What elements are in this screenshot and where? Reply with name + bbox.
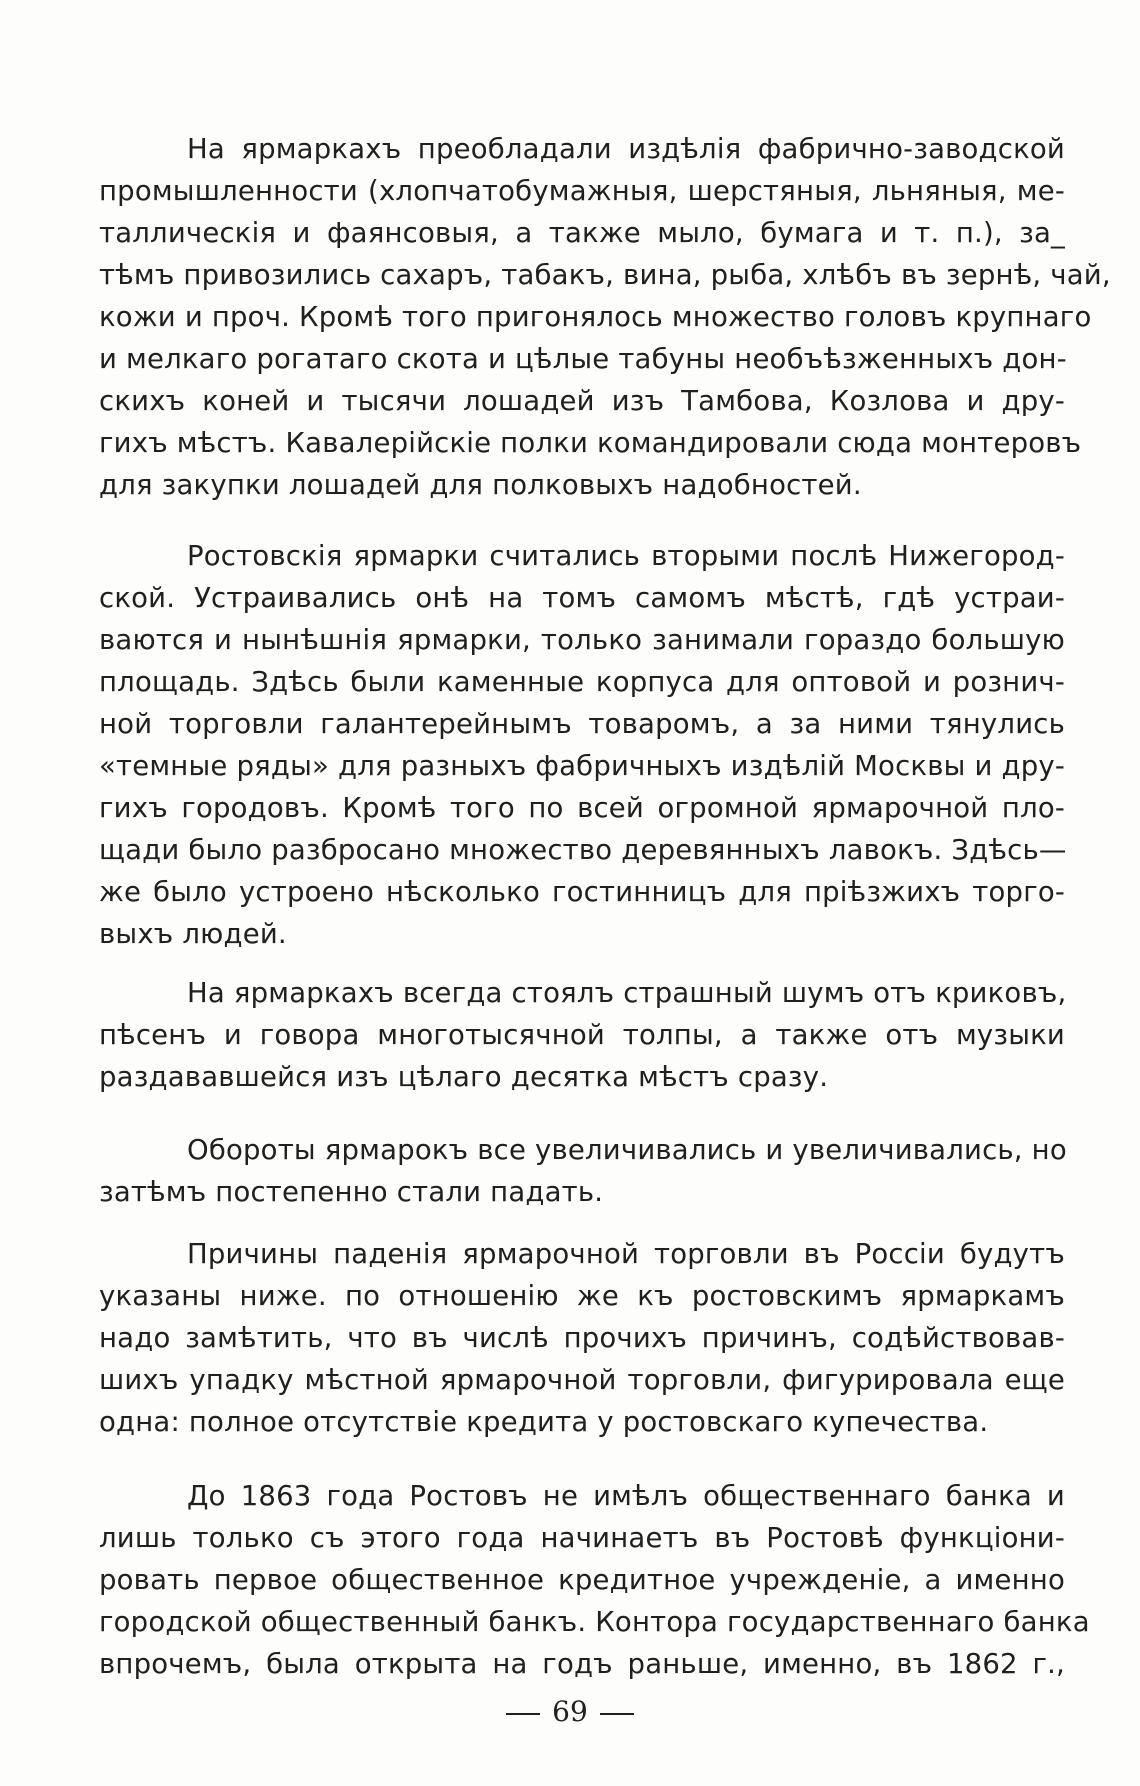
text-line: гихъ городовъ. Кромѣ того по всей огромной ярмарочной пло- (99, 792, 1065, 824)
text-line: скихъ коней и тысячи лошадей изъ Тамбова, Козлова и дру- (99, 385, 1065, 417)
paragraph-3 (99, 972, 1065, 1098)
paragraph-4 (99, 1129, 1065, 1213)
text-line: До 1863 года Ростовъ не имѣлъ общественнаго банка и (187, 1480, 1065, 1512)
text-line: раздававшейся изъ цѣлаго десятка мѣстъ сразу. (99, 1061, 829, 1093)
text-line: «темные ряды» для разныхъ фабричныхъ издѣлій Москвы и дру- (99, 750, 1065, 782)
text-line: площадь. Здѣсь были каменные корпуса для оптовой и рознич- (99, 666, 1065, 698)
paragraph-1 (99, 128, 1111, 506)
text-line: промышленности (хлопчатобумажныя, шерстяныя, льняныя, ме- (99, 175, 1065, 207)
text-line: затѣмъ постепенно стали падать. (99, 1176, 604, 1208)
paragraph-5 (99, 1233, 1065, 1443)
text-line: одна: полное отсутствіе кредита у ростовскаго купечества. (99, 1406, 989, 1438)
page-footer (0, 1695, 1140, 1728)
text-line: для закупки лошадей для полковыхъ надобностей. (99, 469, 862, 501)
page-number: 69 (552, 1695, 588, 1728)
text-line: ной торговли галантерейнымъ товаромъ, а за ними тянулись (99, 708, 1065, 740)
paragraph-2 (99, 535, 1065, 955)
dash-right (600, 1713, 634, 1715)
text-line: Обороты ярмарокъ все увеличивались и увеличивались, но (187, 1134, 1067, 1166)
text-line: таллическія и фаянсовыя, а также мыло, бумага и т. п.), за_ (99, 217, 1065, 249)
text-line: шихъ упадку мѣстной ярмарочной торговли, фигурировала еще (99, 1364, 1065, 1396)
text-line: надо замѣтить, что въ числѣ прочихъ причинъ, содѣйствовав- (99, 1322, 1065, 1354)
text-line: же было устроено нѣсколько гостинницъ для пріѣзжихъ торго- (99, 876, 1065, 908)
text-line: впрочемъ, была открыта на годъ раньше, именно, въ 1862 г., (99, 1648, 1065, 1680)
text-line: тѣмъ привозились сахаръ, табакъ, вина, рыба, хлѣбъ въ зернѣ, чай, (99, 259, 1111, 291)
text-line: ровать первое общественное кредитное учрежденіе, а именно (99, 1564, 1065, 1596)
text-line: указаны ниже. по отношенію же къ ростовскимъ ярмаркамъ (99, 1280, 1065, 1312)
text-line: Причины паденія ярмарочной торговли въ Россіи будутъ (187, 1238, 1065, 1270)
text-line: лишь только съ этого года начинаетъ въ Ростовѣ функціони- (99, 1522, 1065, 1554)
text-line: ваются и нынѣшнія ярмарки, только занимали гораздо большую (99, 624, 1065, 656)
paragraph-6 (99, 1475, 1090, 1685)
text-line: гихъ мѣстъ. Кавалерійскіе полки командировали сюда монтеровъ (99, 427, 1082, 459)
text-line: Ростовскія ярмарки считались вторыми послѣ Нижегород- (187, 540, 1065, 572)
text-line: кожи и проч. Кромѣ того пригонялось множество головъ крупнаго (99, 301, 1092, 333)
text-line: и мелкаго рогатаго скота и цѣлые табуны необъѣзженныхъ дон- (99, 343, 1067, 375)
text-line: выхъ людей. (99, 918, 287, 950)
text-line: пѣсенъ и говора многотысячной толпы, а также отъ музыки (99, 1019, 1065, 1051)
text-line: На ярмаркахъ всегда стоялъ страшный шумъ отъ криковъ, (187, 977, 1067, 1009)
dash-left (506, 1713, 540, 1715)
text-line: щади было разбросано множество деревянныхъ лавокъ. Здѣсь— (99, 834, 1067, 866)
text-line: ской. Устраивались онѣ на томъ самомъ мѣстѣ, гдѣ устраи- (99, 582, 1065, 614)
text-line: городской общественный банкъ. Контора государственнаго банка (99, 1606, 1090, 1638)
text-line: На ярмаркахъ преобладали издѣлія фабрично-заводской (187, 133, 1065, 165)
